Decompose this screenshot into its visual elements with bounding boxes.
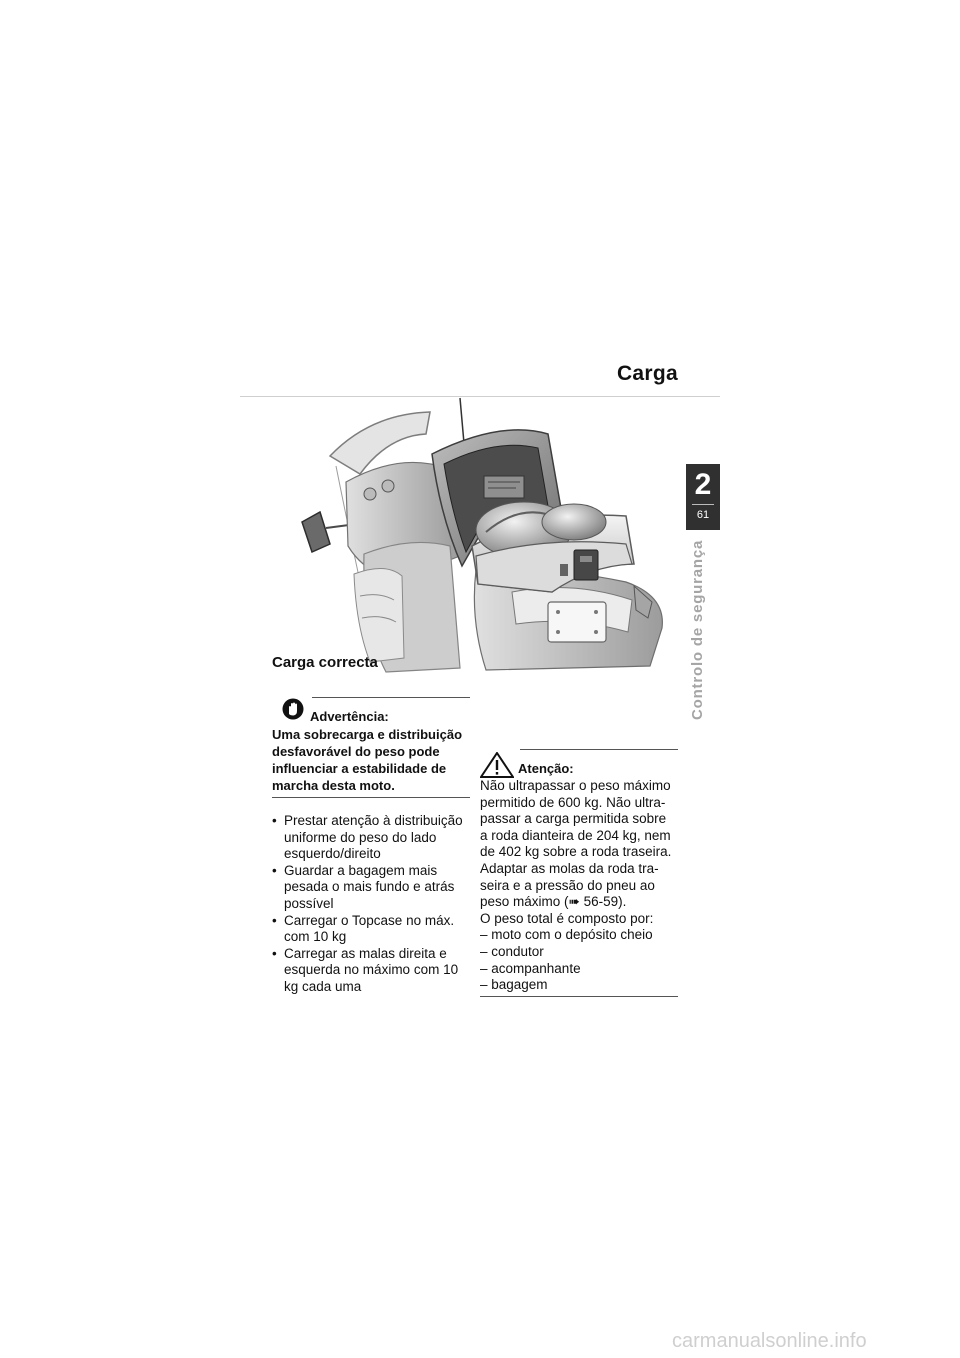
list-item: • Carregar o Topcase no máx. com 10 kg — [272, 913, 470, 946]
warning-body: Uma sobrecarga e distribuição desfavorável do peso pode influenciar a estabilidade de marcha desta moto. — [272, 726, 470, 798]
figure-caption: Carga correcta — [272, 654, 378, 671]
warning-heading: Advertência: — [310, 709, 389, 724]
list-item: • Prestar atenção à distribuição uniforme do peso do lado esquerdo/direito — [272, 813, 470, 863]
warning-triangle-icon — [480, 752, 514, 778]
attention-body — [480, 778, 678, 997]
attention-line: a roda dianteira de 204 kg, nem — [480, 827, 671, 843]
attention-line: peso máximo (➠ 56-59). — [480, 894, 627, 910]
warning-top-rule — [312, 697, 470, 698]
attention-line: – bagagem — [480, 977, 548, 993]
attention-line: Não ultrapassar o peso máximo — [480, 778, 671, 793]
motorcycle-topcase-photo — [290, 396, 670, 678]
attention-top-rule — [520, 749, 678, 750]
watermark: carmanualsonline.info — [672, 1330, 867, 1352]
chapter-tab — [686, 464, 720, 530]
attention-heading: Atenção: — [518, 761, 574, 776]
attention-line: – acompanhante — [480, 960, 581, 976]
page-number: 61 — [696, 509, 710, 521]
attention-line: seira e a pressão do pneu ao — [480, 877, 655, 893]
stop-hand-icon — [282, 698, 304, 720]
attention-line: O peso total é composto por: — [480, 910, 654, 926]
attention-line: passar a carga permitida sobre — [480, 811, 667, 827]
loading-instructions-list — [272, 813, 470, 996]
chapter-divider — [692, 504, 714, 505]
page-title: Carga — [616, 362, 678, 385]
attention-line: Adaptar as molas da roda tra- — [480, 860, 659, 876]
attention-line: – moto com o depósito cheio — [480, 927, 653, 943]
list-item: • Carregar as malas direita e esquerda no máximo com 10 kg cada uma — [272, 946, 470, 996]
attention-line: – condutor — [480, 943, 544, 959]
attention-line: de 402 kg sobre a roda traseira. — [480, 844, 672, 860]
list-item: • Guardar a bagagem mais pesada o mais fundo e atrás possível — [272, 863, 470, 913]
chapter-number: 2 — [694, 468, 712, 501]
chapter-side-label: Controlo de segurança — [689, 539, 706, 720]
attention-line: permitido de 600 kg. Não ultra- — [480, 794, 666, 810]
